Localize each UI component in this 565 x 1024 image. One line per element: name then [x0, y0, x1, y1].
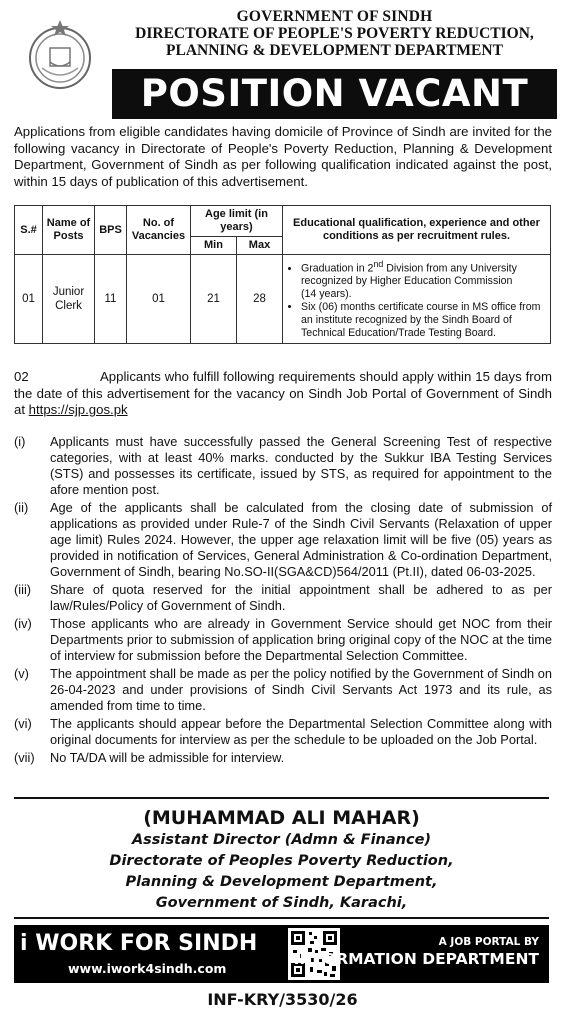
list-item: (vi) The applicants should appear before the Departmental Selection Committee along with original documents for interview as per the schedule to be uploaded on the Job Portal. — [14, 716, 552, 747]
list-item: (ii) Age of the applicants shall be calculated from the closing date of submission of applications as provided under Rule-7 of the Sindh Civil Servants (Relaxation of upper age limit) Rules 2024. However, the upper age relaxation limit will be five (05) years as provided in notification of Services, General Administration & Co-ordination Department, Government of Sindh, bearing No.SO-II(SGA&CD)564/2011 (Pt.II), dated 06-03-2025. — [14, 500, 552, 579]
list-item: (v) The appointment shall be made as per the policy notified by the Government of Sindh on 26-04-2023 and under provisions of Sindh Civil Servants Act 1973 and its rule, as amended from time to time. — [14, 666, 552, 713]
paragraph-number: 02 — [14, 369, 29, 384]
sindh-government-seal-icon — [24, 18, 96, 90]
application-paragraph — [14, 369, 552, 419]
signatory-org-line1: Directorate of Peoples Poverty Reduction, — [109, 853, 454, 869]
work-for-sindh-logo: i WORK FOR SINDH — [20, 931, 258, 956]
list-item: (iii) Share of quota reserved for the initial appointment shall be adhered to as per law/Rules/Policy of Government of Sindh. — [14, 582, 552, 613]
header-government: GOVERNMENT OF SINDH — [236, 8, 433, 25]
cell-bps: 11 — [95, 255, 127, 344]
signatory-org-line2: Planning & Development Department, — [125, 874, 438, 890]
header-sno: S.# — [15, 206, 43, 255]
table-header-row — [15, 206, 551, 237]
job-portal-link[interactable]: https://sjp.gos.pk — [28, 402, 128, 417]
header-directorate: DIRECTORATE OF PEOPLE'S POVERTY REDUCTION, — [135, 25, 534, 42]
qualification-graduation: • Graduation in 2nd Division from any University recognized by Higher Education Commission (14 years). — [301, 258, 546, 300]
footer-website-link[interactable]: www.iwork4sindh.com — [68, 961, 227, 976]
cell-age-max: 28 — [237, 255, 283, 344]
cell-vacancies: 01 — [127, 255, 191, 344]
header-vacancies: No. of Vacancies — [127, 206, 191, 255]
header-bps: BPS — [95, 206, 127, 255]
header — [112, 8, 557, 59]
reference-code: INF-KRY/3530/26 — [207, 990, 358, 1009]
footer-banner — [14, 925, 549, 983]
signatory-name: (MUHAMMAD ALI MAHAR) — [143, 807, 420, 829]
list-item: (vii) No TA/DA will be admissible for interview. — [14, 750, 285, 765]
table-row — [15, 255, 551, 344]
list-item: (iv) Those applicants who are already in Government Service should get NOC from their Departments prior to submission of application bring original copy of the NOC at the time of interview for submission before the Departmental Selection Committee. — [14, 616, 552, 663]
paragraph-text: Applicants who fulfill following requirements should apply within 15 days from the date of this advertisement for the vacancy on Sindh Job Portal of Government of Sindh at — [14, 369, 552, 417]
qualification-ms-office: • Six (06) months certificate course in MS office from an institute recognized by the Sindh Board of Technical Education/Trade Testing Board. — [301, 301, 546, 339]
list-item: (i) Applicants must have successfully passed the General Screening Test of respective categories, with at least 40% marks. conducted by the Sukkur IBA Testing Services (STS) and possesses its certificate, issued by STS, as required for appointment to the afore mention post. — [14, 434, 552, 497]
signature-block — [14, 797, 549, 919]
header-age-limit: Age limit (in years) — [191, 206, 283, 237]
signatory-title: Assistant Director (Admn & Finance) — [131, 832, 432, 848]
signatory-org-line3: Government of Sindh, Karachi, — [155, 895, 408, 911]
requirements-list — [14, 434, 552, 768]
footer-portal-credit: A JOB PORTAL BY INFORMATION DEPARTMENT — [293, 936, 539, 968]
vacancy-table — [14, 205, 551, 344]
header-age-max: Max — [237, 237, 283, 255]
cell-age-min: 21 — [191, 255, 237, 344]
cell-sno: 01 — [15, 255, 43, 344]
intro-paragraph: Applications from eligible candidates having domicile of Province of Sindh are invited for the following vacancy in Directorate of People's Poverty Reduction, Planning & Development Department, Government of Sindh as per following qualification indicated against the post, within 15 days of publication of this advertisement. — [14, 124, 552, 189]
header-department: PLANNING & DEVELOPMENT DEPARTMENT — [166, 42, 503, 59]
header-age-min: Min — [191, 237, 237, 255]
header-post-name: Name of Posts — [43, 206, 95, 255]
cell-post-name: Junior Clerk — [43, 255, 95, 344]
position-vacant-banner: POSITION VACANT — [112, 69, 557, 119]
cell-qualification — [283, 255, 551, 344]
header-qualification: Educational qualification, experience and other conditions as per recruitment rules. — [283, 206, 551, 255]
